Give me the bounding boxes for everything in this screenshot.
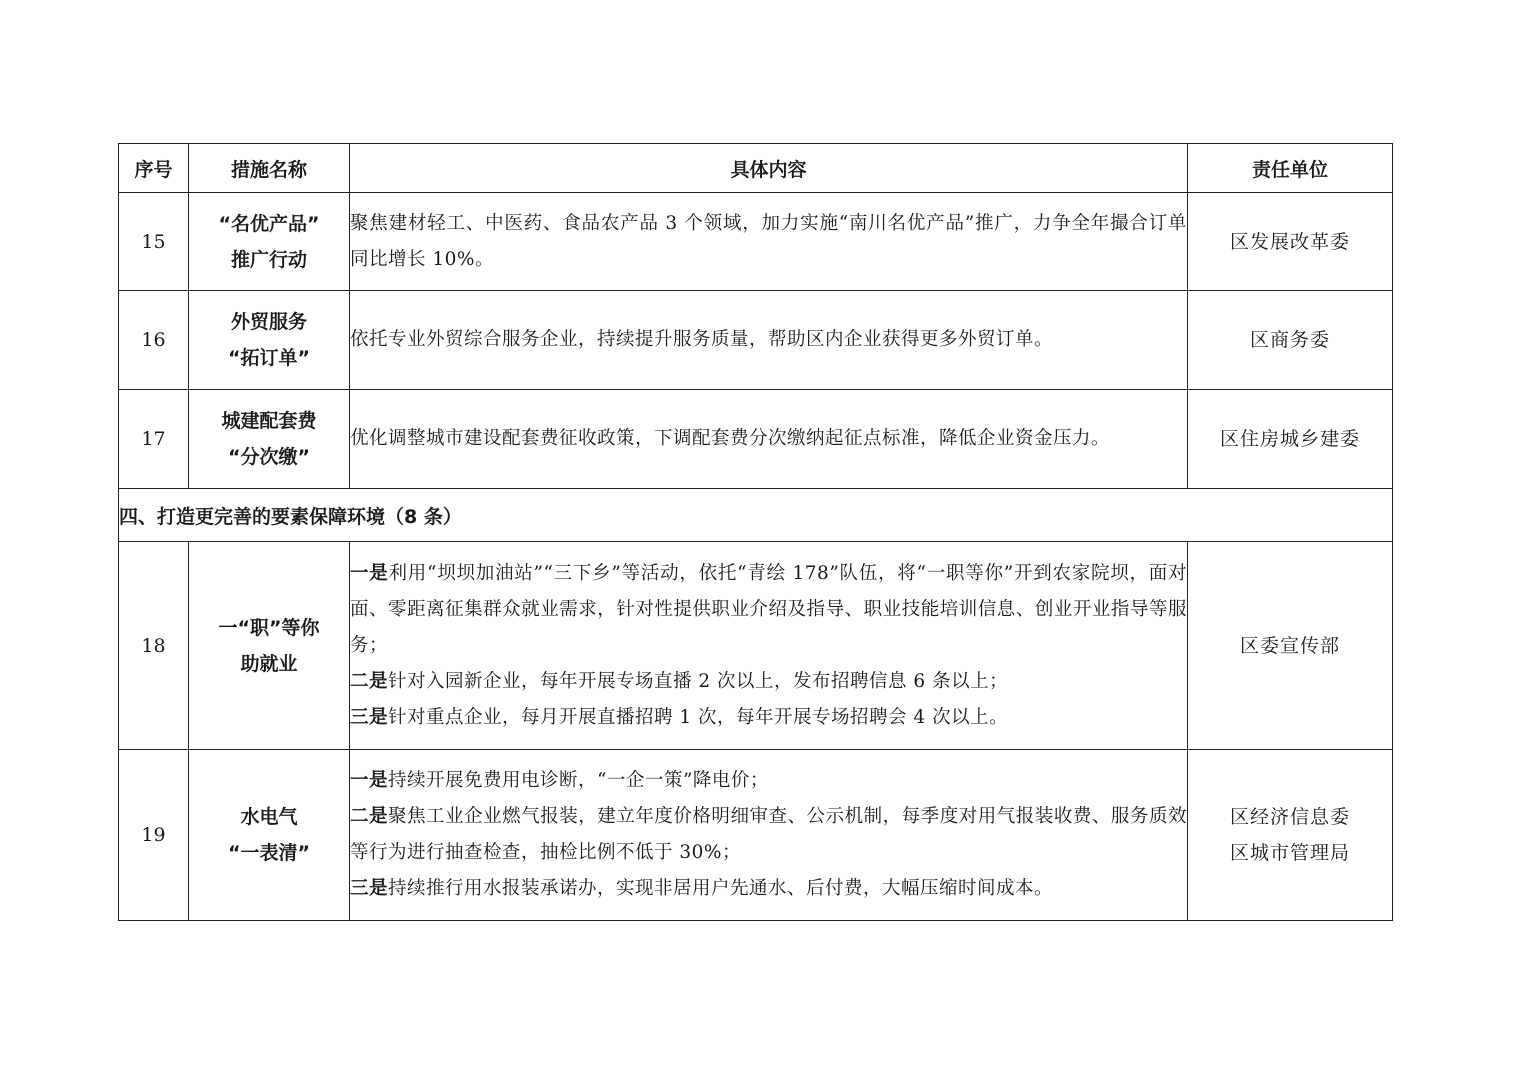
content-item <box>350 700 1187 736</box>
measure-name-line: “一表清” <box>228 842 310 864</box>
measure-name-line: 一“职”等你 <box>218 616 320 639</box>
unit-line: 区发展改革委 <box>1229 230 1350 253</box>
content-item <box>350 763 1187 799</box>
header-responsible-unit: 责任单位 <box>1188 144 1393 193</box>
item-lead: 二是 <box>350 670 389 692</box>
item-text: 针对入园新企业，每年开展专场直播 2 次以上，发布招聘信息 6 条以上； <box>388 670 1009 692</box>
measure-name <box>189 390 350 489</box>
responsible-unit <box>1188 193 1393 291</box>
item-text: 持续推行用水报装承诺办，实现非居用户先通水、后付费，大幅压缩时间成本。 <box>388 878 1054 899</box>
measure-content: 依托专业外贸综合服务企业，持续提升服务质量，帮助区内企业获得更多外贸订单。 <box>350 291 1188 390</box>
measure-name-line: 城建配套费 <box>221 410 317 432</box>
unit-line: 区商务委 <box>1249 329 1330 351</box>
measure-name-line: 推广行动 <box>230 248 307 271</box>
content-item <box>350 664 1187 700</box>
measure-name-line: 水电气 <box>240 806 298 828</box>
measure-content: 优化调整城市建设配套费征收政策，下调配套费分次缴纳起征点标准，降低企业资金压力。 <box>350 390 1188 489</box>
row-number: 17 <box>119 390 189 489</box>
header-serial-number: 序号 <box>119 144 189 193</box>
unit-line: 区住房城乡建委 <box>1219 428 1360 450</box>
measure-name-line: 助就业 <box>240 652 298 675</box>
measure-name <box>189 193 350 291</box>
header-measure-name: 措施名称 <box>189 144 350 193</box>
table-row <box>119 390 1393 489</box>
responsible-unit <box>1188 390 1393 489</box>
measure-content: 聚焦建材轻工、中医药、食品农产品 3 个领域，加力实施“南川名优产品”推广，力争全年撮合订单同比增长 10%。 <box>350 193 1188 291</box>
responsible-unit <box>1188 291 1393 390</box>
section-row <box>119 489 1393 542</box>
table-row <box>119 750 1393 921</box>
row-number: 15 <box>119 193 189 291</box>
item-lead: 一是 <box>350 770 389 791</box>
row-number: 19 <box>119 750 189 921</box>
table-row <box>119 542 1393 750</box>
measure-content <box>350 750 1188 921</box>
unit-line: 区经济信息委 <box>1229 806 1350 828</box>
table-header-row <box>119 144 1393 193</box>
measure-name <box>189 542 350 750</box>
section-heading: 四、打造更完善的要素保障环境（8 条） <box>119 489 1393 542</box>
item-text: 持续开展免费用电诊断，“一企一策”降电价； <box>388 770 769 791</box>
measure-name-line: “名优产品” <box>218 212 320 235</box>
row-number: 16 <box>119 291 189 390</box>
content-item <box>350 871 1187 907</box>
table-row <box>119 291 1393 390</box>
measure-name <box>189 291 350 390</box>
row-number: 18 <box>119 542 189 750</box>
unit-line: 区委宣传部 <box>1239 634 1340 657</box>
item-text: 聚焦工业企业燃气报装，建立年度价格明细审查、公示机制，每季度对用气报装收费、服务质效等行为进行抽查检查，抽检比例不低于 30%； <box>350 806 1187 863</box>
item-lead: 三是 <box>350 878 389 899</box>
item-text: 利用“坝坝加油站”“三下乡”等活动，依托“青绘 178”队伍，将“一职等你”开到农家院坝，面对面、零距离征集群众就业需求，针对性提供职业介绍及指导、职业技能培训信息、创业开业指导等服务； <box>350 562 1187 656</box>
responsible-unit <box>1188 750 1393 921</box>
measures-table <box>118 143 1393 921</box>
measure-name-line: “分次缴” <box>228 446 310 468</box>
content-item <box>350 556 1187 664</box>
header-content: 具体内容 <box>350 144 1188 193</box>
content-item <box>350 799 1187 871</box>
measure-name <box>189 750 350 921</box>
item-lead: 二是 <box>350 806 389 827</box>
item-lead: 三是 <box>350 706 389 728</box>
responsible-unit <box>1188 542 1393 750</box>
table-row <box>119 193 1393 291</box>
measure-content <box>350 542 1188 750</box>
measure-name-line: “拓订单” <box>228 347 310 369</box>
item-text: 针对重点企业，每月开展直播招聘 1 次，每年开展专场招聘会 4 次以上。 <box>388 706 1009 728</box>
item-lead: 一是 <box>350 562 389 584</box>
measure-name-line: 外贸服务 <box>230 311 307 333</box>
unit-line: 区城市管理局 <box>1229 842 1350 864</box>
